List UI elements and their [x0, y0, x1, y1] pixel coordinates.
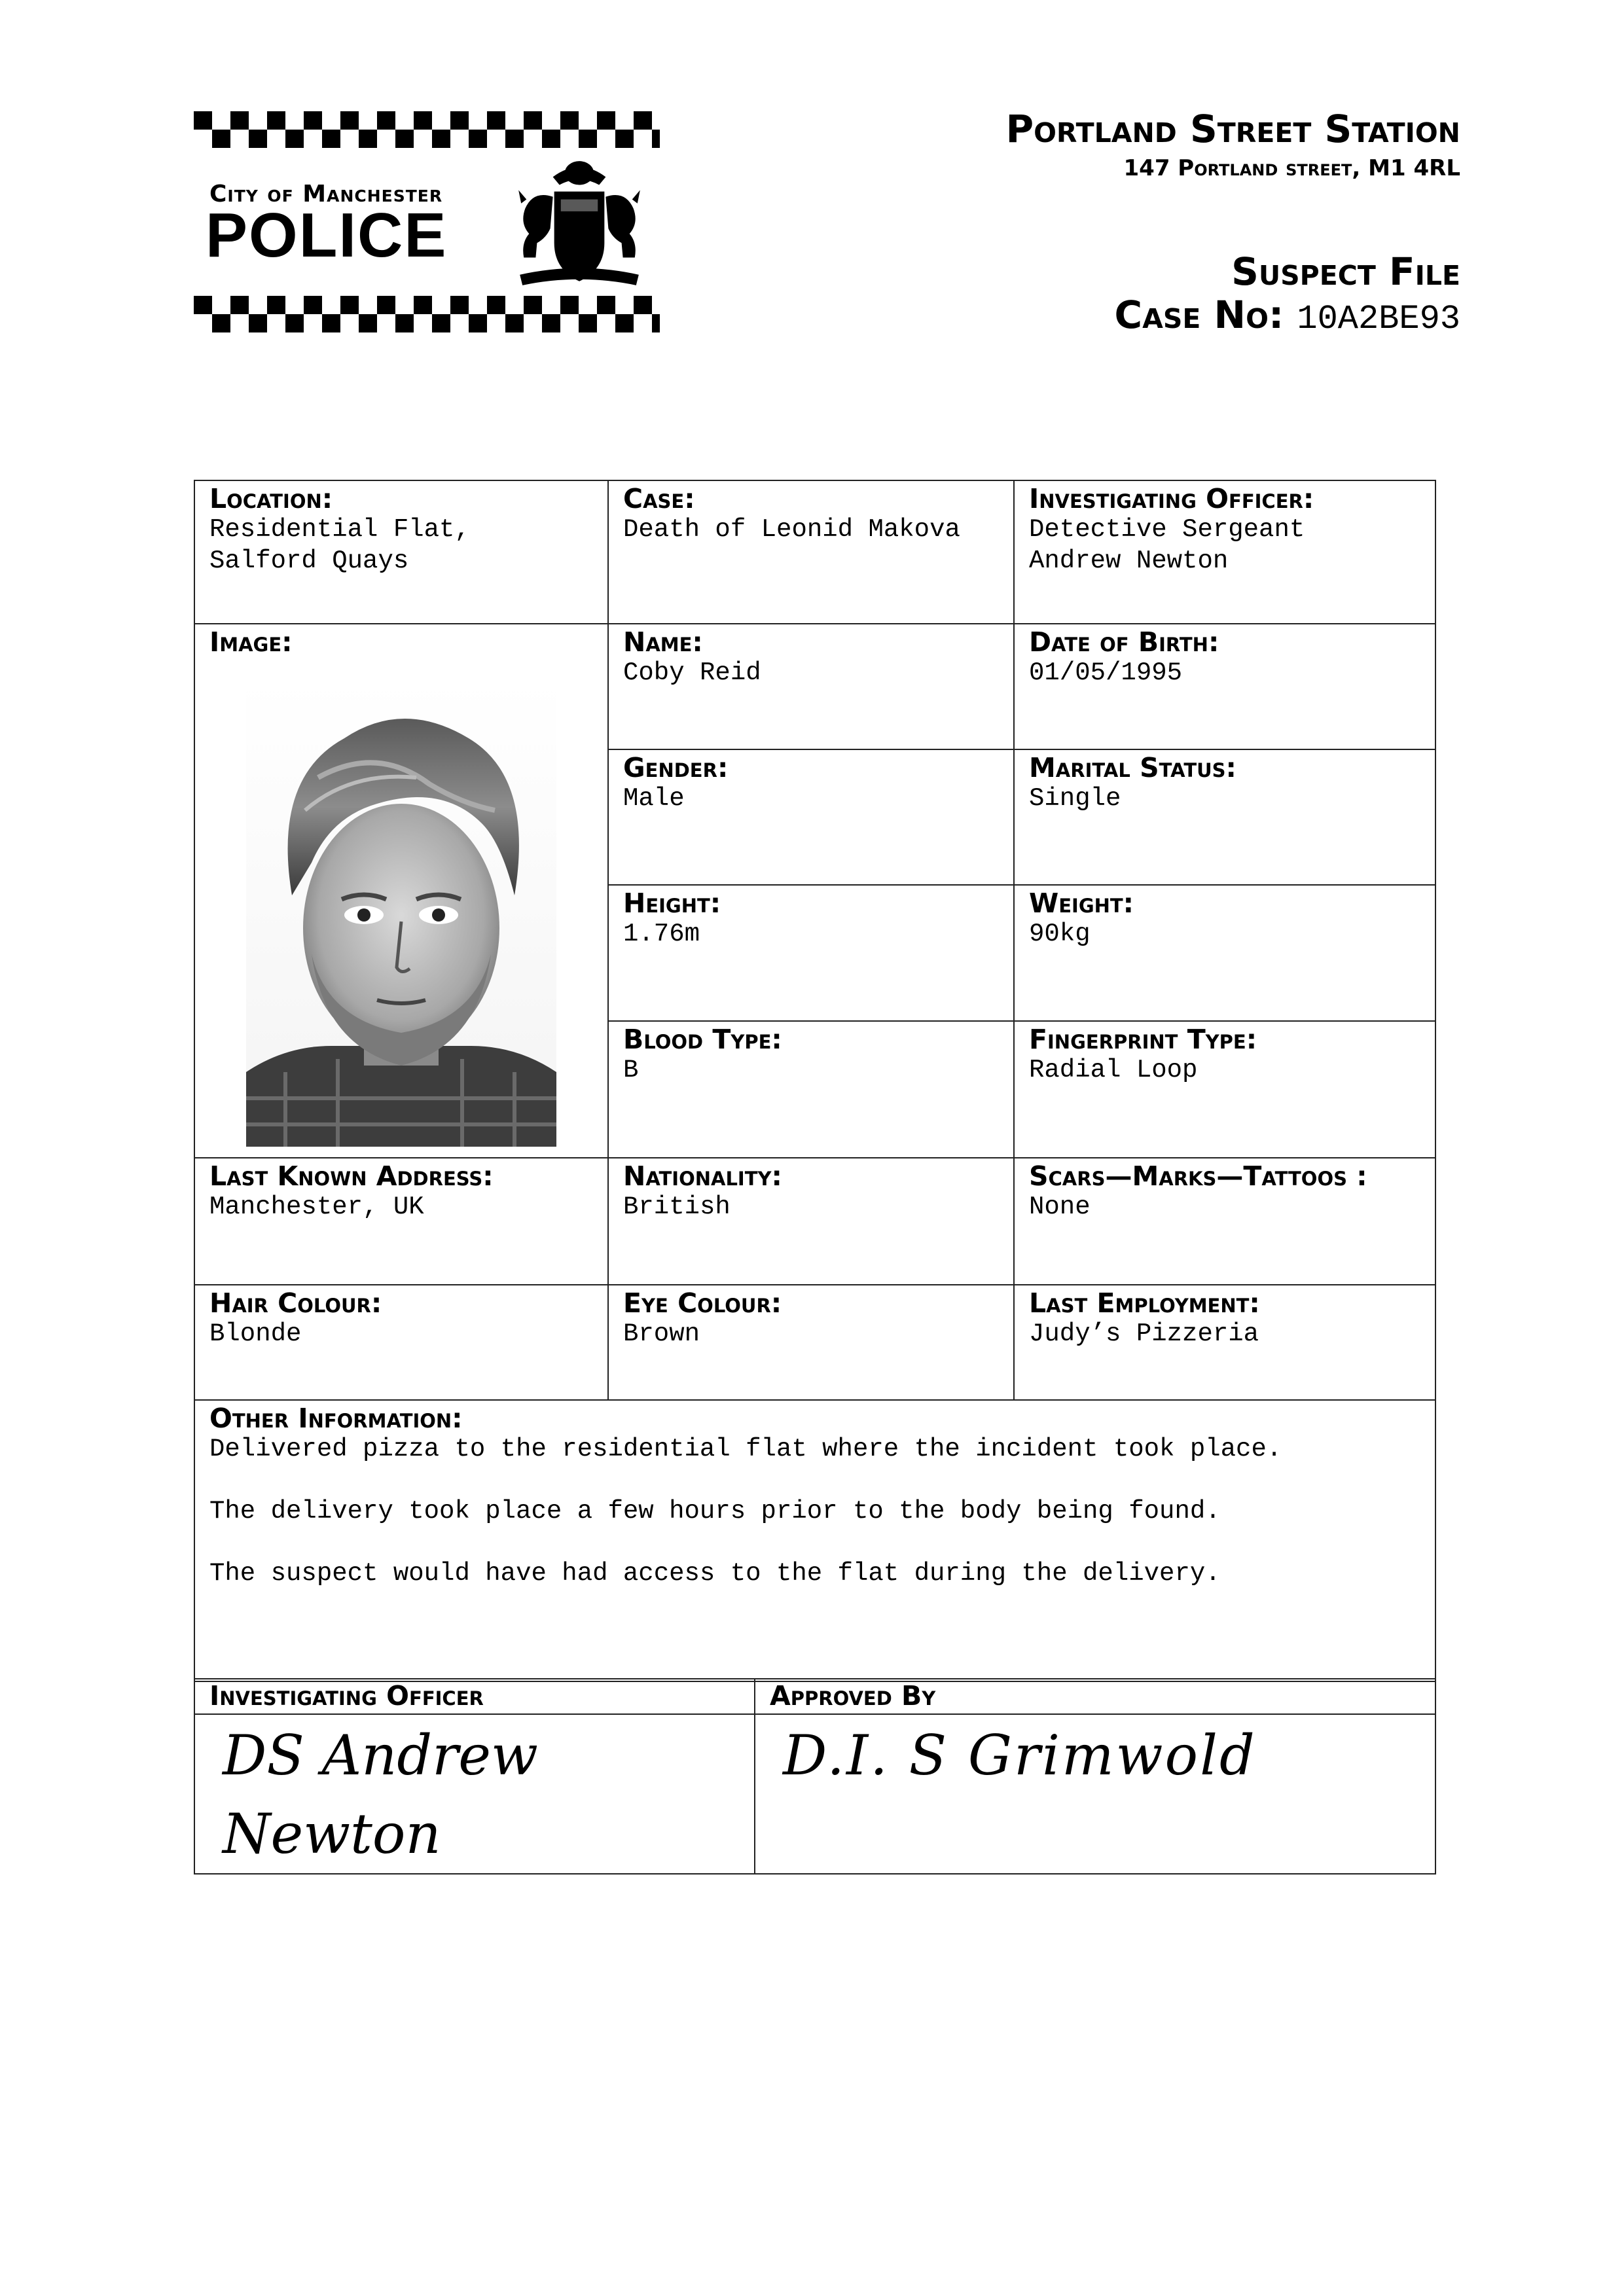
case-number-label: Case No: — [1114, 293, 1284, 337]
gender-cell — [608, 749, 1014, 885]
suspect-photo — [246, 679, 556, 1147]
investigating-officer-value: Detective Sergeant Andrew Newton — [1029, 515, 1305, 575]
field-label: Marital Status: — [1029, 752, 1236, 783]
logo-city-text: City of Manchester — [209, 181, 443, 207]
blood-type-cell — [608, 1021, 1014, 1158]
officer-signature-cell — [194, 1714, 755, 1874]
scars-marks-tattoos-cell — [1014, 1158, 1435, 1285]
marital-status-value: Single — [1029, 784, 1121, 813]
approved-signature-cell — [755, 1714, 1435, 1874]
height-value: 1.76m — [623, 920, 700, 948]
date-of-birth-cell — [1014, 624, 1435, 749]
field-label: Last Known Address: — [209, 1160, 494, 1192]
last-employment-value: Judy’s Pizzeria — [1029, 1319, 1259, 1348]
gender-value: Male — [623, 784, 685, 813]
field-label: Other Information: — [209, 1403, 463, 1434]
other-information-paragraph: Delivered pizza to the residential flat where the incident took place. — [209, 1435, 1282, 1463]
signature-table — [194, 1678, 1436, 1874]
date-of-birth-value: 01/05/1995 — [1029, 658, 1183, 687]
field-label: Image: — [209, 626, 293, 658]
suspect-details-table — [194, 480, 1436, 1682]
fingerprint-type-value: Radial Loop — [1029, 1056, 1198, 1085]
last-known-address-value: Manchester, UK — [209, 1193, 424, 1221]
field-label: Hair Colour: — [209, 1287, 382, 1319]
scars-marks-tattoos-value: None — [1029, 1193, 1091, 1221]
case-number-line — [1006, 293, 1460, 341]
nationality-value: British — [623, 1193, 731, 1221]
field-label: Blood Type: — [623, 1024, 782, 1055]
officer-signature: DS Andrew Newton — [223, 1723, 538, 1866]
approved-by-header — [755, 1679, 1435, 1714]
document-header — [1006, 106, 1460, 341]
last-known-address-cell — [194, 1158, 608, 1285]
location-cell — [194, 480, 608, 624]
field-label: Name: — [623, 626, 703, 658]
nationality-cell — [608, 1158, 1014, 1285]
field-label: Case: — [623, 483, 695, 514]
other-information-paragraph: The delivery took place a few hours prior to the body being found. — [209, 1497, 1221, 1526]
blood-type-value: B — [623, 1056, 639, 1085]
last-employment-cell — [1014, 1285, 1435, 1400]
approved-signature: D.I. S Grimwold — [783, 1723, 1257, 1787]
field-label: Nationality: — [623, 1160, 782, 1192]
case-value: Death of Leonid Makova — [623, 515, 960, 544]
field-label: Last Employment: — [1029, 1287, 1260, 1319]
location-value: Residential Flat, Salford Quays — [209, 515, 470, 575]
other-information-paragraph: The suspect would have had access to the flat during the delivery. — [209, 1559, 1221, 1588]
field-label: Fingerprint Type: — [1029, 1024, 1257, 1055]
height-cell — [608, 885, 1014, 1021]
checker-band-bottom — [194, 296, 660, 332]
hair-colour-value: Blonde — [209, 1319, 302, 1348]
eye-colour-cell — [608, 1285, 1014, 1400]
officer-signature-header — [194, 1679, 755, 1714]
field-label: Location: — [209, 483, 333, 514]
hair-colour-cell — [194, 1285, 608, 1400]
weight-value: 90kg — [1029, 920, 1091, 948]
approved-by-label: Approved By — [770, 1680, 936, 1712]
station-address: 147 Portland street, M1 4RL — [1123, 155, 1460, 181]
police-logo — [194, 111, 660, 332]
case-cell — [608, 480, 1014, 624]
name-value: Coby Reid — [623, 658, 761, 687]
logo-police-text: POLICE — [206, 200, 448, 270]
case-number-value: 10A2BE93 — [1297, 300, 1460, 338]
field-label: Eye Colour: — [623, 1287, 782, 1319]
other-information-cell — [194, 1400, 1435, 1681]
field-label: Height: — [623, 888, 721, 919]
eye-colour-value: Brown — [623, 1319, 700, 1348]
weight-cell — [1014, 885, 1435, 1021]
checker-band-top — [194, 111, 660, 148]
marital-status-cell — [1014, 749, 1435, 885]
name-cell — [608, 624, 1014, 749]
fingerprint-type-cell — [1014, 1021, 1435, 1158]
document-title: Suspect File — [1231, 249, 1460, 294]
field-label: Scars—Marks—Tattoos : — [1029, 1160, 1367, 1192]
field-label: Weight: — [1029, 888, 1134, 919]
station-name: Portland Street Station — [1005, 107, 1460, 151]
field-label: Date of Birth: — [1029, 626, 1219, 658]
field-label: Investigating Officer: — [1029, 483, 1314, 514]
coat-of-arms-icon — [507, 151, 652, 296]
image-cell — [194, 624, 608, 1158]
field-label: Gender: — [623, 752, 729, 783]
officer-signature-label: Investigating Officer — [209, 1680, 484, 1712]
investigating-officer-cell — [1014, 480, 1435, 624]
